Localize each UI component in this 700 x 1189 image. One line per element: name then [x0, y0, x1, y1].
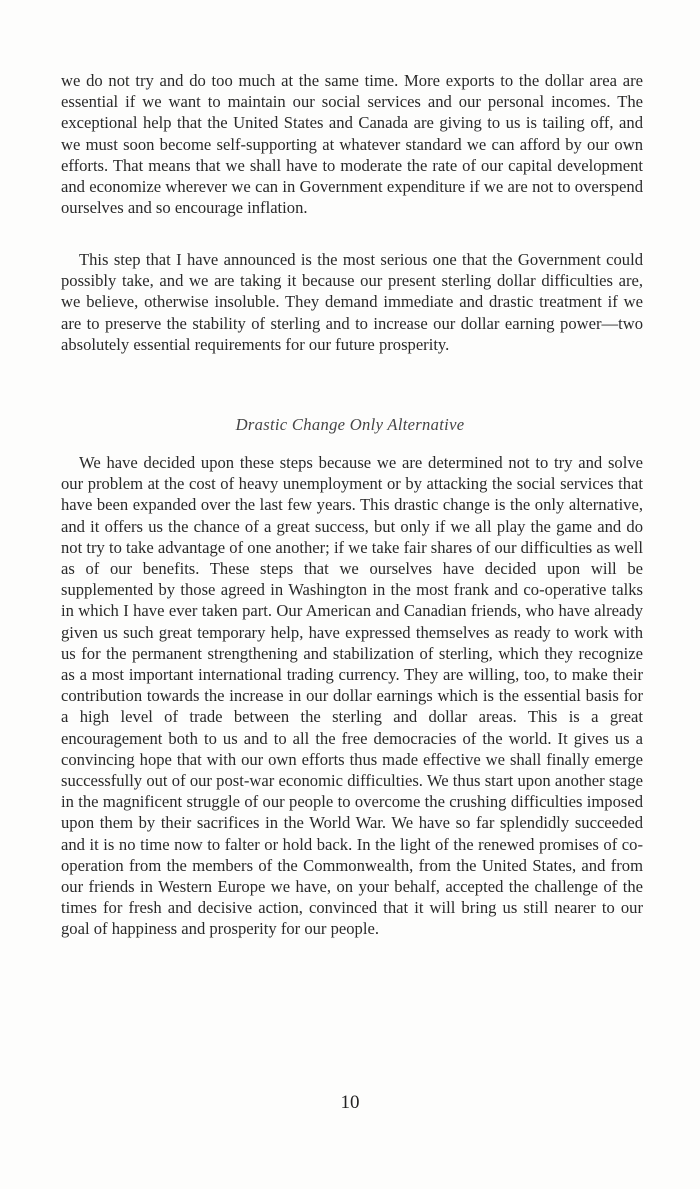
- body-text-block-3: [61, 452, 643, 940]
- paragraph-drastic-change: We have decided upon these steps because we are determined not to try and solve our problem at the cost of heavy unemployment or by attacking the social services that have been expanded over the last few years. This drastic change is the only alternative, and it offers us the chance of a great success, but only if we all play the game and do not try to take advantage of one another; if we take fair shares of our difficulties as well as of our benefits. These steps that we ourselves have decided upon will be supplemented by those agreed in Washington in the most frank and co-operative talks in which I have ever taken part. Our American and Canadian friends, who have already given us such great temporary help, have expressed themselves as ready to work with us for the permanent strengthening and stabilization of sterling, which they recognize as a most important international trading currency. They are willing, too, to make their contribution towards the increase in our dollar earnings which is the essential basis for a high level of trade between the sterling and dollar areas. This is a great encouragement both to us and to all the free democracies of the world. It gives us a convincing hope that with our own efforts thus made effective we shall finally emerge successfully out of our post-war economic difficulties. We thus start upon another stage in the magnificent struggle of our people to overcome the crushing difficulties imposed upon them by their sacrifices in the World War. We have so far splendidly succeeded and it is no time now to falter or hold back. In the light of the renewed promises of co-operation from the members of the Commonwealth, from the United States, and from our friends in Western Europe we have, on your behalf, accepted the challenge of the times for fresh and decisive action, convinced that it will bring us still nearer to our goal of happiness and prosperity for our people.: [61, 453, 643, 939]
- paragraph-sterling-step: This step that I have announced is the most serious one that the Government could possibly take, and we are taking it because our present sterling dollar difficulties are, we believe, otherwise insoluble. They demand immediate and drastic treatment if we are to preserve the stability of sterling and to increase our dollar earning power—two absolutely essential requirements for our future prosperity.: [61, 250, 643, 354]
- body-text-block-2: [61, 249, 643, 355]
- body-text-block-1: [61, 70, 643, 218]
- page-number: 10: [340, 1092, 360, 1113]
- paragraph-continuation: we do not try and do too much at the same time. More exports to the dollar area are essential if we want to maintain our social services and our personal incomes. The exceptional help that the United States and Canada are giving to us is tailing off, and we must soon become self-supporting at whatever standard we can afford by our own efforts. That means that we shall have to moderate the rate of our capital development and economize wherever we can in Government expenditure if we are not to overspend ourselves and so encourage inflation.: [61, 71, 643, 218]
- section-heading: Drastic Change Only Alternative: [235, 415, 465, 434]
